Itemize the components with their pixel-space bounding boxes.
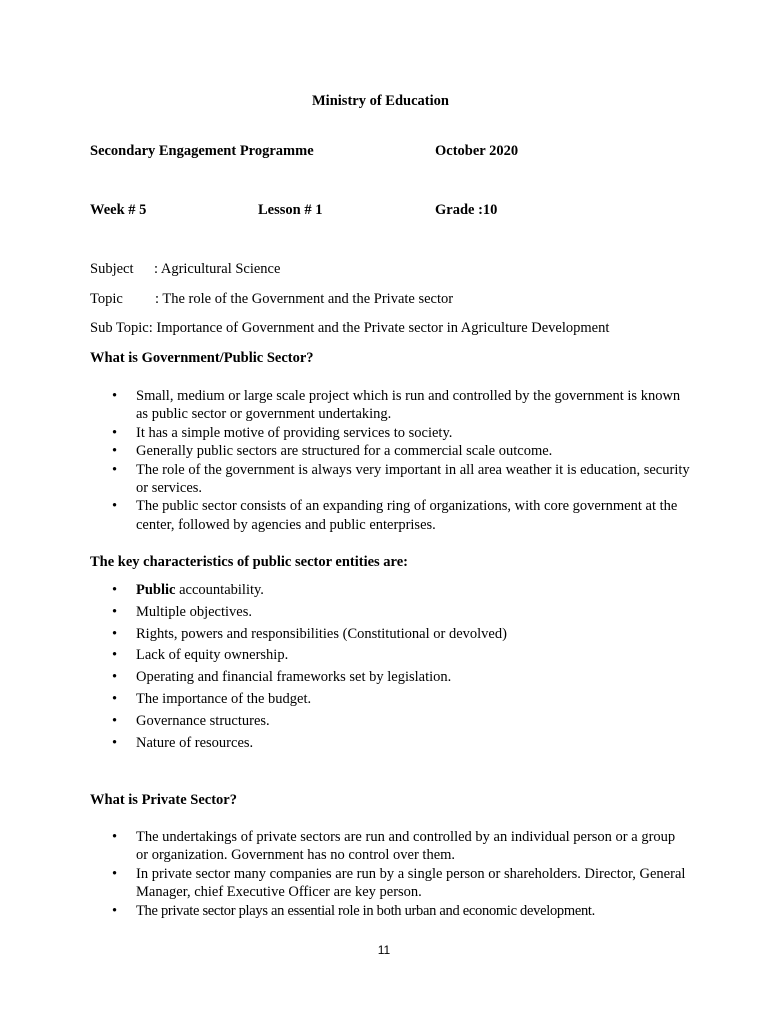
subject-label: Subject bbox=[90, 261, 134, 277]
list-item: • It has a simple motive of providing services to society. bbox=[112, 424, 453, 441]
list-item: • The importance of the budget. bbox=[112, 690, 312, 707]
topic-value: : The role of the Government and the Private sector bbox=[155, 291, 454, 307]
topic-line bbox=[90, 291, 453, 308]
list-item: • Public accountability. bbox=[112, 582, 264, 598]
subtopic-value: Importance of Government and the Private sector in Agriculture Development bbox=[156, 320, 610, 336]
public-sector-list bbox=[90, 387, 690, 534]
topic-label: Topic bbox=[90, 291, 123, 307]
list-item: • The role of the government is always very important in all area weather it is education, security or services. bbox=[112, 461, 690, 497]
subtopic-label: Sub Topic: bbox=[90, 320, 153, 336]
week-number: Week # 5 bbox=[90, 202, 147, 218]
programme-name: Secondary Engagement Programme bbox=[90, 143, 314, 159]
public-sector-heading: What is Government/Public Sector? bbox=[90, 350, 314, 366]
list-item: • The undertakings of private sectors are run and controlled by an individual person or a group or organization. Government has no control over them. bbox=[112, 829, 676, 864]
private-sector-list bbox=[90, 828, 690, 920]
subject-line bbox=[90, 261, 280, 278]
list-item: • Governance structures. bbox=[112, 712, 270, 729]
list-item: • In private sector many companies are run by a single person or shareholders. Director, General Manager, chief Executive Officer are key person. bbox=[112, 865, 686, 901]
private-sector-heading: What is Private Sector? bbox=[90, 792, 237, 808]
programme-date: October 2020 bbox=[435, 143, 519, 159]
lesson-number: Lesson # 1 bbox=[258, 202, 323, 218]
list-item: • Lack of equity ownership. bbox=[112, 647, 289, 664]
subject-value: : Agricultural Science bbox=[154, 261, 281, 277]
list-item: • Generally public sectors are structured for a commercial scale outcome. bbox=[112, 443, 553, 460]
grade-level: Grade :10 bbox=[435, 202, 498, 218]
characteristics-heading: The key characteristics of public sector entities are: bbox=[90, 554, 408, 570]
list-item: • Small, medium or large scale project which is run and controlled by the government is known as public sector or government undertaking. bbox=[112, 388, 681, 423]
list-item: • The public sector consists of an expanding ring of organizations, with core government at the center, followed by agencies and public enterprises. bbox=[112, 498, 678, 533]
list-item: • Rights, powers and responsibilities (Constitutional or devolved) bbox=[112, 625, 507, 642]
list-item: • Nature of resources. bbox=[112, 734, 254, 751]
characteristics-list bbox=[90, 580, 690, 754]
page-number: 11 bbox=[377, 943, 391, 957]
list-item: • Operating and financial frameworks set by legislation. bbox=[112, 669, 452, 686]
subtopic-line bbox=[90, 320, 609, 337]
list-item: • The private sector plays an essential role in both urban and economic development. bbox=[112, 902, 595, 919]
ministry-title: Ministry of Education bbox=[312, 93, 449, 109]
list-item: • Multiple objectives. bbox=[112, 603, 252, 620]
